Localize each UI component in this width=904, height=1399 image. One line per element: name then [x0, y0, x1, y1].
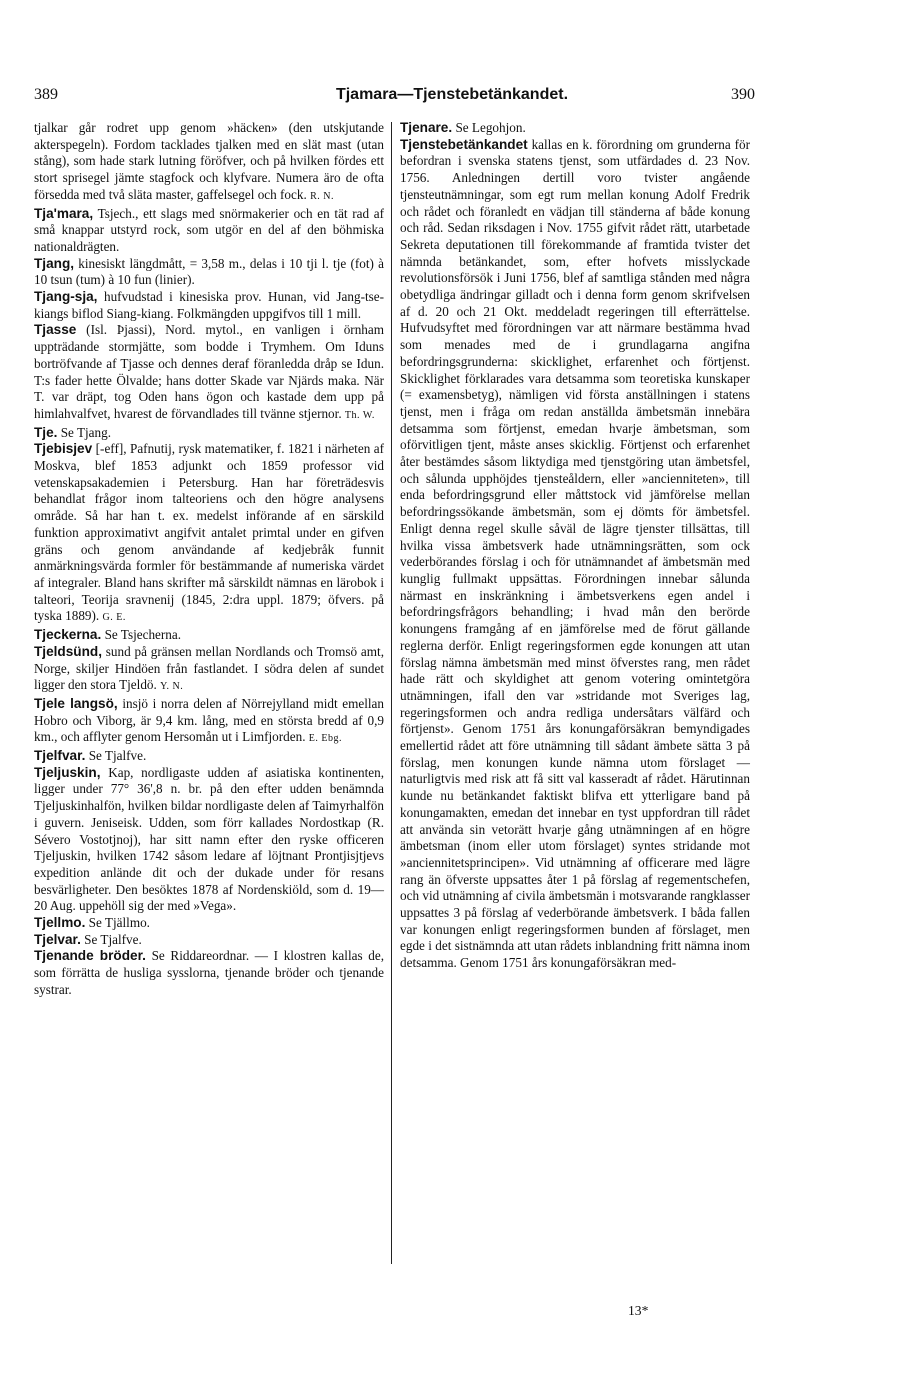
dictionary-entry — [34, 765, 384, 915]
entry-headword: Tjang, — [34, 255, 75, 271]
entry-signature: E. Ebg. — [308, 733, 343, 745]
dictionary-entry — [34, 256, 384, 289]
entry-headword: Tje. — [34, 424, 58, 440]
dictionary-entry — [34, 425, 384, 442]
page-number-left: 389 — [34, 86, 58, 103]
column-divider — [391, 122, 392, 1264]
dictionary-entry — [34, 627, 384, 644]
entry-signature: Th. W. — [344, 409, 375, 421]
entry-text: tjalkar går rodret upp genom »häcken» (den utskjutande akterspegeln). Fordom tacklades tjalken med en slät mast (utan stång), som hade stark lutning föröfver, och på hvilken fördes ett stort sprisegel jämte stagfock och klyfvare. Numera äro de ofta försedda med två släta master, gaffelsegel och fock. — [34, 120, 384, 202]
entry-headword: Tjenare. — [400, 120, 453, 135]
dictionary-entry — [34, 322, 384, 424]
dictionary-entry — [34, 748, 384, 765]
entry-headword: Tjeldsünd, — [34, 643, 102, 659]
entry-signature: R. N. — [310, 190, 334, 202]
entry-headword: Tjenstebetänkandet — [400, 136, 528, 152]
dictionary-entry — [34, 644, 384, 696]
entry-signature: G. E. — [102, 612, 126, 624]
entry-text: Se Tjalfve. — [88, 748, 147, 764]
entry-text: Se Tjalfve. — [84, 931, 142, 947]
entry-headword: Tjeckerna. — [34, 627, 102, 643]
entry-text: insjö i norra delen af Nörrejylland midt emellan Hobro och Viborg, är 9,4 km. lång, med en största bredd af 0,9 km., och afflyter genom Hersomån ut i Limfjorden. — [34, 695, 384, 745]
entry-headword: Tjelfvar. — [34, 748, 86, 764]
entry-text: Se Tjällmo. — [88, 915, 150, 931]
dictionary-entry — [34, 289, 384, 322]
entry-text: hufvudstad i kinesiska prov. Hunan, vid Jang-tse-kiangs biflod Siang-kiang. Folkmängden uppgifvos till 1 mill. — [34, 289, 385, 321]
dictionary-entry — [34, 120, 384, 206]
entry-text: kinesiskt längdmått, = 3,58 m., delas i 10 tji l. tje (fot) à 10 tsun (tum) à 10 fun (linier). — [34, 255, 384, 288]
entry-text: (Isl. Þjassi), Nord. mytol., en vanligen i örnham uppträdande stormjätte, som bodde i Trymhem. Om Iduns bortröfvande af Tjasse och dennes deraf föranledda dråp se Idun. T:s fader hette Ölvalde; hans dotter Skade var Njärds maka. När T. var dräpt, tog Oden hans ögon och kastade dem upp på himlahvalfvet, hvarest de förvandlades till tvänne stjernor. — [34, 322, 384, 421]
entry-signature: Y. N. — [160, 681, 184, 693]
entry-text: kallas en k. förordning om grunderna för befordran i svenska statens tjenst, som utfärdades d. 23 Nov. 1756. Anledningen dertill voro tvister angående tjensteutnämningar, som egt rum mellan konung Adolf Fredrik och rådet och föranledt en vädjan till ständerna af både konung och råd. Sedan riksdagen i Nov. 1755 gifvit rådet rätt, utarbetade Sekreta deputationen till förekommande af framtida tvister det nämnda betänkandet, som, efter hofvets misslyckade revolutionsförsök i Juni 1756, blef af samtliga stånden med några obetydliga ändringar gilladt och i denna form genom skrifvelsen af d. 20 och 21 Okt. meddeladt regeringen till efterrättelse. Hufvudsyftet med förordningen var att närmare bestämma hvad som menades med de i grundlagarna angifna befordringsgrunderna: skicklighet, erfarenhet och förtjenst. Skicklighet förklarades vara detsamma som teoretiska kunskaper (= examensbetyg), nämligen vid första anställningen i statens tjenst, men i fråga om redan anställda ämbetsmän innebära detsamma som förtjenst, emedan hvarje ämbetsman, som oförvitligen tjent, måste anses skicklig. Förtjenst och erfarenhet åter bestämdes såsom liktydiga med tjenstgöring utan ämbetsfel, och sålunda upphöjdes tjensteåldern, eller »ancienniteten», till enda befordringsgrund eller måttstock vid jämförelse mellan befordringssökande ämbetsmän, som ej dömts för ämbetsfel. Enligt denna regel skulle såväl de lägre tjenster tillsättas, till hvilka vissa ämbetsverk hade utnämningsrätten, som ock vederbörandes förslag i och för utnämnandet af ämbetsmän med kunglig fullmakt uppsättas. Förordningen innebar sålunda närmast en inskränkning i ämbetsverkens egen andel i befordringsfrågors behandling; i hvad mån den berörde konungens framgång af en jämförelse med de förut gällande reglerna derför. Enligt regeringsformen egde konungen att utan förslag nämna ämbetsmän med minst öfverstes rang, men rådet hade rätt och skyldighet att genom votering omintetgöra utnämningen, ifall den var »stridande mot Sveriges lag, regeringsformen och andra redliga undersåtars välfärd och förtjenst». Genom 1751 års konungaförsäkran bemyndigades emellertid rådet att före utnämning till sådant ämbete sätta 3 på förslag, men konungen kunde nämna utom förslaget — naturligtvis med risk att få sitt val kasseradt af rådet. Härutinnan kunde nu betänkandet faktiskt blifva ett ytterligare band på konungamakten, emedan det innebar en tyst uppfordran till rådet att använda sin vetorätt hvarje gång utnämningen af en högre ämbetsman (inom eller utom förslaget) syntes stridande mot »anciennitetsprincipen». Vid utnämning af officerare med lägre rang än öfverste uppsattes åter 1 på förslag af regementschefen, och vid utnämning af civila ämbetsmän i motsvarande rangklasser uppsattes 3 på förslag af vederbörande ämbetsverk. I båda fallen var konungen enligt regeringsformen bunden af förslaget, men egde i det sistnämnda att utan rådets inblandning fritt nämna inom detsamma. Genom 1751 års konungaförsäkran med- — [400, 136, 751, 971]
entry-headword: Tjellmo. — [34, 915, 86, 931]
folio-mark: 13* — [628, 1303, 649, 1318]
running-head: Tjamara—Tjenstebetänkandet. — [335, 86, 569, 103]
entry-headword: Tjebisjev — [34, 441, 93, 457]
dictionary-entry — [400, 120, 750, 137]
entry-headword: Tjelvar. — [34, 931, 81, 947]
entry-headword: Tja'mara, — [34, 205, 94, 221]
dictionary-entry — [34, 206, 384, 256]
dictionary-entry — [34, 696, 384, 748]
dictionary-entry — [400, 137, 750, 972]
entry-text: Kap, nordligaste udden af asiatiska kontinenten, ligger under 77° 36',8 n. br. på den efter udden benämnda Tjeljuskinhalfön, hvilken bildar nordligaste delen af Taimyrhalfön i guvern. Jeniseisk. Udden, som förr kallades Nordostkap (R. Sévero Vostotjnoj), har sitt namn efter den ryske officeren Tjeljuskin, hvilken 1742 såsom ledare af löjtnant Prontjisjtjevs expedition anlände dit och der dukade under för resans besvärligheter. Den besöktes 1878 af Nordenskiöld, som d. 19—20 Aug. uppehöll sig der med »Vega». — [34, 764, 384, 914]
dictionary-entry — [34, 441, 384, 627]
right-column — [400, 120, 750, 972]
entry-text: Se Tsjecherna. — [104, 627, 182, 643]
entry-text: Se Legohjon. — [455, 120, 526, 135]
entry-headword: Tjasse — [34, 322, 77, 338]
dictionary-entry — [34, 948, 384, 998]
entry-text: Se Tjang. — [60, 424, 112, 440]
entry-text: Tsjech., ett slags med snörmakerier och en tät rad af små knappar utstyrd rock, som utgör en del af den böhmiska nationaldrägten. — [34, 205, 385, 254]
entry-text: sund på gränsen mellan Nordlands och Tromsö amt, Norge, skiljer Hindöen från fastlandet. I södra delen af sundet ligger den stora Tjeldö. — [34, 643, 385, 693]
entry-text: [-eff], Pafnutij, rysk matematiker, f. 1821 i närheten af Moskva, blef 1853 adjunkt och 1859 professor vid vetenskapsakademien i Petersburg. Han har företrädesvis behandlat frågor inom talteoriens och den högre analysens område. Så har han t. ex. medelst införande af en särskild funktion approximativt angifvit antalet primtal under en gifven gräns och genom användande af kedjebråk funnit anmärkningsvärda formler för bestämmande af numeriska värdet af integraler. Bland hans skrifter må särskildt nämnas en lärobok i talteori, Teorija sravnenij (1845, 2:dra uppl. 1879; öfvers. på tyska 1889). — [34, 441, 385, 624]
entry-text: Se Riddareordnar. — I klostren kallas de, som förrätta de husliga sysslorna, tjenande bröder och tjenande systrar. — [34, 948, 384, 997]
dictionary-entry — [34, 932, 384, 949]
dictionary-entry — [34, 915, 384, 932]
left-column — [34, 120, 384, 999]
entry-headword: Tjeljuskin, — [34, 764, 101, 780]
page-number-right: 390 — [731, 86, 755, 103]
entry-headword: Tjele langsö, — [34, 695, 118, 711]
entry-headword: Tjenande bröder. — [34, 948, 146, 964]
entry-headword: Tjang-sja, — [34, 289, 98, 305]
